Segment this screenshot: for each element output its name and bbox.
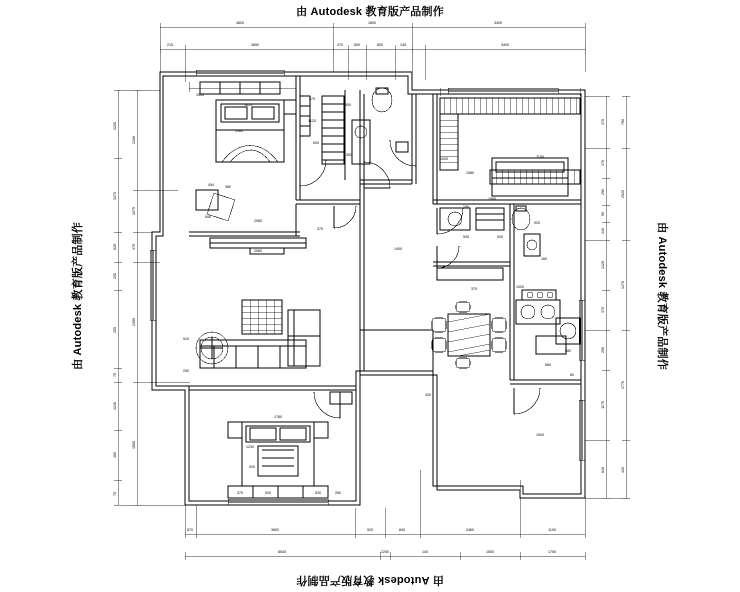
svg-text:1240: 1240 (113, 402, 117, 410)
svg-text:420: 420 (621, 467, 625, 473)
svg-text:190: 190 (463, 205, 469, 209)
svg-text:570: 570 (187, 528, 193, 532)
svg-text:140: 140 (422, 550, 428, 554)
svg-text:2350: 2350 (132, 318, 136, 326)
svg-text:1800: 1800 (368, 21, 376, 25)
svg-text:2460: 2460 (466, 528, 474, 532)
svg-text:620: 620 (113, 244, 117, 250)
svg-text:205: 205 (113, 273, 117, 279)
svg-text:600: 600 (313, 141, 319, 145)
svg-text:90: 90 (601, 212, 605, 216)
svg-text:920: 920 (534, 221, 540, 225)
svg-text:470: 470 (132, 244, 136, 250)
svg-text:260: 260 (335, 491, 341, 495)
svg-text:3400: 3400 (494, 21, 502, 25)
svg-text:1300: 1300 (344, 153, 352, 157)
svg-text:1000: 1000 (516, 285, 524, 289)
svg-text:300: 300 (113, 452, 117, 458)
svg-text:4850: 4850 (251, 43, 259, 47)
svg-text:80: 80 (570, 373, 574, 377)
svg-text:370: 370 (601, 307, 605, 313)
svg-text:1770: 1770 (621, 381, 625, 389)
svg-text:840: 840 (399, 528, 405, 532)
svg-text:140: 140 (601, 228, 605, 234)
svg-text:170: 170 (601, 160, 605, 166)
svg-text:1500: 1500 (486, 550, 494, 554)
svg-text:255: 255 (113, 327, 117, 333)
svg-text:1750: 1750 (548, 550, 556, 554)
svg-text:2100: 2100 (132, 136, 136, 144)
svg-text:1580: 1580 (132, 441, 136, 449)
svg-text:1075: 1075 (132, 207, 136, 215)
svg-text:1625: 1625 (244, 103, 252, 107)
svg-text:250: 250 (601, 347, 605, 353)
svg-text:1780: 1780 (274, 415, 282, 419)
svg-text:420: 420 (425, 393, 431, 397)
svg-text:530: 530 (265, 491, 271, 495)
svg-text:70: 70 (113, 492, 117, 496)
svg-text:900: 900 (345, 103, 351, 107)
svg-text:1100: 1100 (536, 155, 544, 159)
svg-text:1000: 1000 (440, 157, 448, 161)
svg-text:1190: 1190 (548, 528, 556, 532)
svg-text:790: 790 (621, 119, 625, 125)
svg-text:2085: 2085 (235, 129, 243, 133)
svg-text:510: 510 (183, 337, 189, 341)
svg-text:1080: 1080 (466, 171, 474, 175)
svg-text:1400: 1400 (394, 247, 402, 251)
svg-text:2080: 2080 (254, 249, 262, 253)
svg-text:920: 920 (249, 465, 255, 469)
svg-text:8540: 8540 (278, 550, 286, 554)
svg-text:470: 470 (601, 119, 605, 125)
svg-text:1120: 1120 (308, 119, 316, 123)
svg-text:580: 580 (565, 349, 571, 353)
svg-text:3400: 3400 (501, 43, 509, 47)
svg-text:370: 370 (309, 97, 315, 101)
svg-text:370: 370 (471, 287, 477, 291)
svg-text:640: 640 (601, 467, 605, 473)
svg-text:75: 75 (113, 373, 117, 377)
svg-text:500: 500 (354, 43, 360, 47)
svg-text:1470: 1470 (621, 281, 625, 289)
svg-text:200: 200 (183, 369, 189, 373)
svg-text:2080: 2080 (254, 219, 262, 223)
svg-text:215: 215 (167, 43, 173, 47)
svg-text:4800: 4800 (236, 21, 244, 25)
svg-text:160: 160 (541, 257, 547, 261)
svg-text:1230: 1230 (246, 445, 254, 449)
svg-text:1550: 1550 (196, 93, 204, 97)
svg-text:380: 380 (225, 185, 231, 189)
svg-text:3600: 3600 (271, 528, 279, 532)
watermark-right: 由 Autodesk 教育版产品制作 (656, 222, 669, 370)
svg-text:454: 454 (208, 183, 214, 187)
svg-text:370: 370 (317, 227, 323, 231)
svg-text:530: 530 (463, 235, 469, 239)
watermark-bottom: 由 Autodesk 教育版产品制作 (296, 574, 444, 586)
svg-text:145: 145 (400, 43, 406, 47)
svg-text:530: 530 (497, 235, 503, 239)
svg-text:290: 290 (601, 189, 605, 195)
svg-text:1170: 1170 (601, 401, 605, 409)
svg-text:1420: 1420 (601, 261, 605, 269)
svg-text:1900: 1900 (488, 197, 496, 201)
svg-text:920: 920 (367, 528, 373, 532)
svg-text:2200: 2200 (113, 122, 117, 130)
svg-text:800: 800 (377, 43, 383, 47)
svg-text:540: 540 (205, 215, 211, 219)
svg-text:560: 560 (545, 363, 551, 367)
svg-text:2920: 2920 (621, 190, 625, 198)
svg-text:1500: 1500 (536, 433, 544, 437)
watermark-left: 由 Autodesk 教育版产品制作 (71, 222, 84, 370)
svg-text:3370: 3370 (113, 192, 117, 200)
svg-text:370: 370 (337, 43, 343, 47)
svg-text:2250: 2250 (381, 550, 389, 554)
svg-text:530: 530 (315, 491, 321, 495)
svg-text:370: 370 (237, 491, 243, 495)
watermark-top: 由 Autodesk 教育版产品制作 (296, 6, 444, 18)
